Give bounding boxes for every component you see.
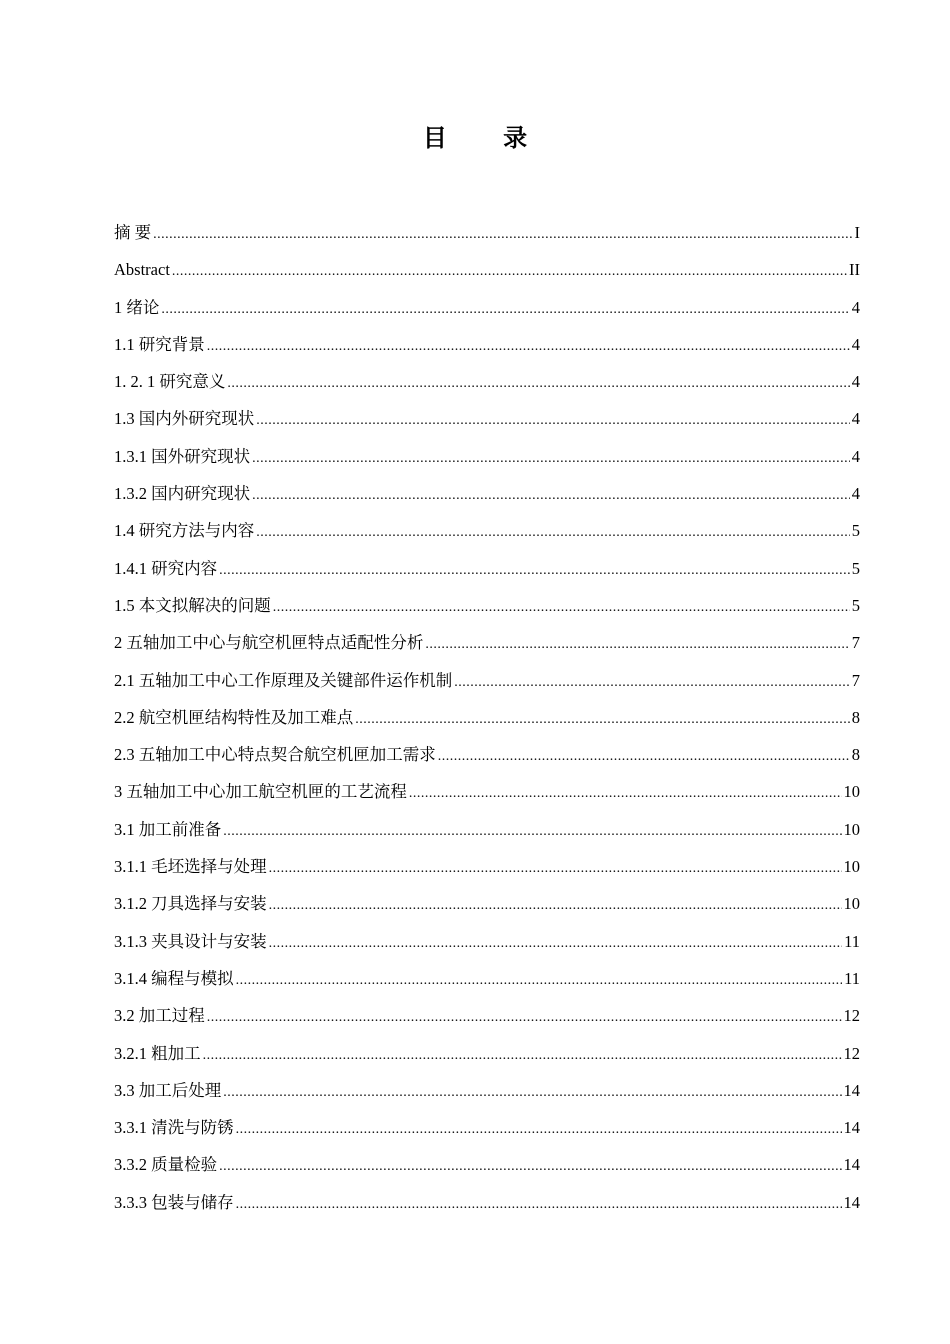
- toc-entry-label: 3.3.2 质量检验: [114, 1155, 218, 1175]
- toc-entry[interactable]: [114, 773, 860, 810]
- toc-entry[interactable]: [114, 214, 860, 251]
- toc-entry-page-number: 7: [851, 670, 860, 690]
- toc-dot-leader: [203, 1037, 842, 1074]
- toc-entry-page-number: 11: [844, 968, 860, 988]
- toc-dot-leader: [256, 402, 850, 439]
- toc-dot-leader: [252, 477, 850, 514]
- toc-entry[interactable]: [114, 736, 860, 773]
- toc-entry-page-number: 4: [851, 372, 860, 392]
- toc-entry[interactable]: [114, 512, 860, 549]
- toc-dot-leader: [256, 514, 850, 551]
- toc-dot-leader: [223, 1074, 841, 1111]
- toc-entry-label: 1.3 国内外研究现状: [114, 409, 255, 429]
- toc-dot-leader: [438, 738, 850, 775]
- toc-entry-label: 3.1.3 夹具设计与安装: [114, 931, 267, 951]
- toc-dot-leader: [223, 813, 841, 850]
- toc-entry-page-number: 5: [851, 521, 860, 541]
- toc-entry-page-number: 12: [843, 1043, 860, 1063]
- toc-entry[interactable]: [114, 960, 860, 997]
- toc-entry[interactable]: [114, 251, 860, 288]
- toc-entry-page-number: 14: [843, 1080, 860, 1100]
- toc-entry-label: 3.3.3 包装与储存: [114, 1192, 234, 1212]
- toc-entry-page-number: 4: [851, 334, 860, 354]
- toc-entry-label: 3.1.1 毛坯选择与处理: [114, 857, 267, 877]
- toc-entry-label: 2.3 五轴加工中心特点契合航空机匣加工需求: [114, 745, 436, 765]
- toc-entry-page-number: 4: [851, 446, 860, 466]
- toc-entry[interactable]: [114, 1184, 860, 1221]
- toc-entry[interactable]: [114, 1035, 860, 1072]
- toc-entry-label: 3.1.2 刀具选择与安装: [114, 894, 267, 914]
- toc-entry-label: 2 五轴加工中心与航空机匣特点适配性分析: [114, 633, 424, 653]
- toc-entry-page-number: 10: [843, 782, 860, 802]
- toc-entry-page-number: 11: [844, 931, 860, 951]
- toc-entry-page-number: 12: [843, 1006, 860, 1026]
- toc-entry-label: 3.2.1 粗加工: [114, 1043, 201, 1063]
- toc-entry-label: 3.2 加工过程: [114, 1006, 205, 1026]
- toc-entry-page-number: 4: [851, 297, 860, 317]
- toc-dot-leader: [454, 664, 850, 701]
- toc-entry-label: 1.1 研究背景: [114, 334, 205, 354]
- toc-entry[interactable]: [114, 438, 860, 475]
- toc-entry-page-number: 8: [851, 745, 860, 765]
- toc-entry[interactable]: [114, 997, 860, 1034]
- toc-dot-leader: [269, 925, 842, 962]
- toc-entry[interactable]: [114, 1146, 860, 1183]
- toc-entry-page-number: II: [849, 260, 860, 280]
- toc-entry[interactable]: [114, 885, 860, 922]
- toc-entry-label: Abstract: [114, 260, 170, 280]
- toc-entry-label: 3 五轴加工中心加工航空机匣的工艺流程: [114, 782, 407, 802]
- toc-entry-label: 3.3 加工后处理: [114, 1080, 222, 1100]
- toc-dot-leader: [355, 701, 850, 738]
- toc-dot-leader: [269, 887, 842, 924]
- toc-entry-label: 3.3.1 清洗与防锈: [114, 1118, 234, 1138]
- toc-entry-label: 1 绪论: [114, 297, 160, 317]
- toc-entry-page-number: 5: [851, 558, 860, 578]
- toc-entry-page-number: 7: [851, 633, 860, 653]
- toc-dot-leader: [425, 626, 849, 663]
- toc-entry-page-number: 4: [851, 409, 860, 429]
- toc-entry[interactable]: [114, 662, 860, 699]
- toc-entry-page-number: 14: [843, 1118, 860, 1138]
- toc-entry-page-number: 4: [851, 484, 860, 504]
- toc-dot-leader: [236, 1186, 842, 1223]
- toc-entry[interactable]: [114, 400, 860, 437]
- toc-entry-label: 1.4 研究方法与内容: [114, 521, 255, 541]
- toc-entry-page-number: 14: [843, 1192, 860, 1212]
- toc-dot-leader: [252, 440, 850, 477]
- toc-dot-leader: [153, 216, 852, 253]
- toc-entry[interactable]: [114, 699, 860, 736]
- toc-entry-label: 1. 2. 1 研究意义: [114, 372, 226, 392]
- toc-entry-page-number: 10: [843, 819, 860, 839]
- toc-entry-label: 3.1.4 编程与模拟: [114, 968, 234, 988]
- toc-entry[interactable]: [114, 363, 860, 400]
- toc-entry-label: 1.3.1 国外研究现状: [114, 446, 251, 466]
- toc-entry[interactable]: [114, 811, 860, 848]
- toc-dot-leader: [172, 253, 847, 290]
- toc-entry-label: 1.4.1 研究内容: [114, 558, 218, 578]
- toc-entry-label: 1.3.2 国内研究现状: [114, 484, 251, 504]
- toc-entry[interactable]: [114, 326, 860, 363]
- toc-dot-leader: [219, 552, 850, 589]
- toc-dot-leader: [236, 1111, 842, 1148]
- toc-entry-label: 2.1 五轴加工中心工作原理及关键部件运作机制: [114, 670, 453, 690]
- toc-dot-leader: [207, 328, 850, 365]
- toc-entry[interactable]: [114, 1072, 860, 1109]
- toc-entry-page-number: 5: [851, 595, 860, 615]
- toc-dot-leader: [219, 1148, 841, 1185]
- toc-dot-leader: [161, 291, 849, 328]
- toc-entry-page-number: 14: [843, 1155, 860, 1175]
- toc-entry-page-number: I: [854, 223, 860, 242]
- toc-entry[interactable]: [114, 1109, 860, 1146]
- toc-entry[interactable]: [114, 848, 860, 885]
- toc-entry-page-number: 8: [851, 707, 860, 727]
- toc-entry[interactable]: [114, 923, 860, 960]
- toc-title: 目 录: [422, 124, 552, 152]
- toc-dot-leader: [273, 589, 850, 626]
- toc-entry-page-number: 10: [843, 857, 860, 877]
- toc-dot-leader: [269, 850, 842, 887]
- toc-dot-leader: [227, 365, 849, 402]
- toc-entry[interactable]: [114, 624, 860, 661]
- toc-dot-leader: [207, 999, 842, 1036]
- toc-entry[interactable]: [114, 289, 860, 326]
- toc-entry-label: 2.2 航空机匣结构特性及加工难点: [114, 707, 354, 727]
- toc-entry-label: 3.1 加工前准备: [114, 819, 222, 839]
- toc-entry[interactable]: [114, 587, 860, 624]
- toc-dot-leader: [409, 775, 842, 812]
- toc-list: [114, 214, 860, 1221]
- toc-entry[interactable]: [114, 550, 860, 587]
- toc-entry-label: 摘 要: [114, 223, 152, 242]
- toc-entry-label: 1.5 本文拟解决的问题: [114, 595, 271, 615]
- toc-dot-leader: [236, 962, 842, 999]
- toc-entry-page-number: 10: [843, 894, 860, 914]
- toc-entry[interactable]: [114, 475, 860, 512]
